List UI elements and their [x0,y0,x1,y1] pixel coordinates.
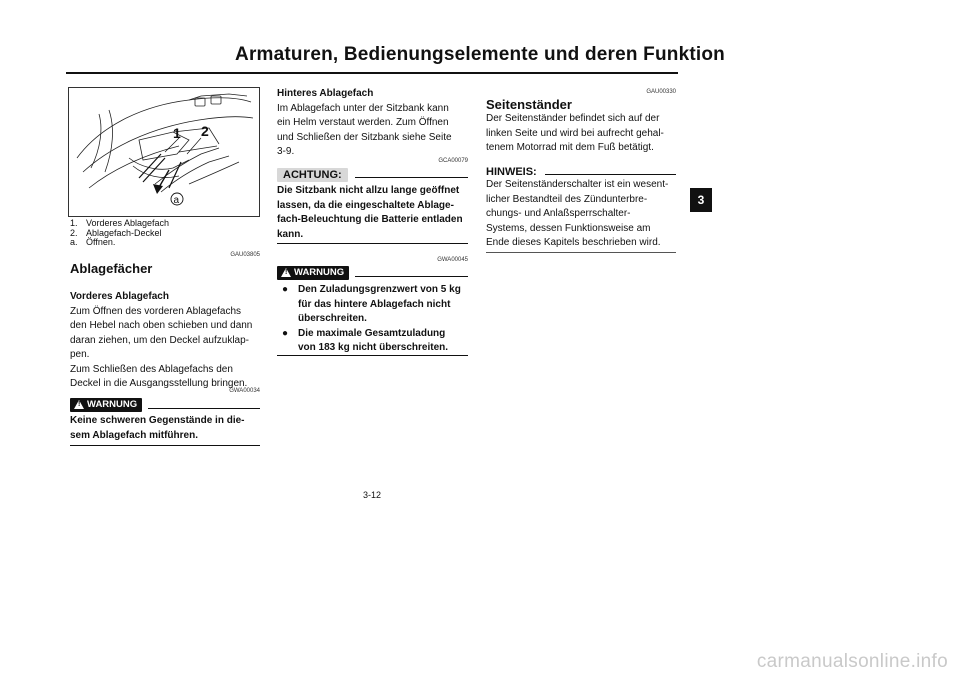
caution-code: GCA00079 [438,158,468,164]
note-text: Der Seitenständerschalter ist ein wesent- licher Bestandteil des Zündunterbre- chungs- und Anlaßsperrschalter- Systems, dessen Funktionsweise am Ende dieses Kapitels beschrieben wird. [486,179,669,248]
chapter-tab: 3 [690,188,712,212]
rear-storage-text: Hinteres Ablagefach Im Ablagefach unter der Sitzbank kann ein Helm verstaut werden. Zum Öffnen und Schließen der Sitzbank siehe Seite 3-9. [277,87,472,160]
caption-item: 2. Ablagefach-Deckel [70,227,162,238]
caution-text: Die Sitzbank nicht allzu lange geöffnet lassen, da die eingeschaltete Ablage- fach-Beleuchtung die Batterie entladen kann. [277,185,463,240]
divider [545,174,676,175]
list-item: ● Die maximale Gesamtzuladung von 183 kg nicht überschreiten. [282,327,449,353]
page-number: 3-12 [362,490,381,500]
callout-2: 2 [201,123,209,139]
list-item: ● Den Zuladungsgrenzwert von 5 kg für das hintere Ablagefach nicht überschreiten. [282,284,461,324]
warning-bullets [282,283,472,356]
warning-code: GWA00045 [437,257,468,263]
divider [486,252,676,253]
section-code: GAU00330 [646,89,676,95]
divider [148,408,260,409]
warning-icon: ! [74,400,84,409]
figure-illustration [68,87,260,217]
caption-item: 1. Vorderes Ablagefach [70,218,170,228]
section-heading-sidestand: Seitenständer [486,97,572,112]
divider [70,445,260,446]
divider [277,355,468,356]
warning-icon: ! [281,268,291,277]
warning-text: Keine schweren Gegenstände in die- sem Ablagefach mitführen. [70,415,245,441]
figure-captions [70,219,169,248]
sidestand-text: Der Seitenständer befindet sich auf der linken Seite und wird bei aufrecht gehal- tenem Motorrad mit dem Fuß betätigt. [486,113,664,153]
sub-heading: Hinteres Ablagefach [277,88,374,99]
warning-code: GWA00034 [229,388,260,394]
divider [355,276,468,277]
watermark: carmanualsonline.info [756,651,948,672]
callout-a: a [173,195,180,206]
warning-badge: ! WARNUNG [70,396,142,414]
storage-compartment-drawing [69,88,259,216]
caution-badge: ACHTUNG: [277,165,348,183]
section-heading-storage: Ablagefächer [70,261,153,276]
warning-badge: ! WARNUNG [277,264,349,282]
page-title: Armaturen, Bedienungselemente und deren Funktion [235,44,725,65]
note-label: HINWEIS: [486,166,537,178]
front-storage-text: Vorderes Ablagefach Zum Öffnen des vorderen Ablagefachs den Hebel nach oben schieben und dann daran ziehen, um den Deckel aufzuklap- pen. Zum Schließen des Ablagefachs den Deckel in die Ausgangsstellung bringen. [70,290,265,392]
section-code: GAU03805 [230,252,260,258]
caption-item: a. Öffnen. [70,237,116,247]
divider [355,177,468,178]
callout-1: 1 [173,125,181,141]
divider [277,243,468,244]
sub-heading: Vorderes Ablagefach [70,291,169,302]
title-rule [66,72,678,74]
